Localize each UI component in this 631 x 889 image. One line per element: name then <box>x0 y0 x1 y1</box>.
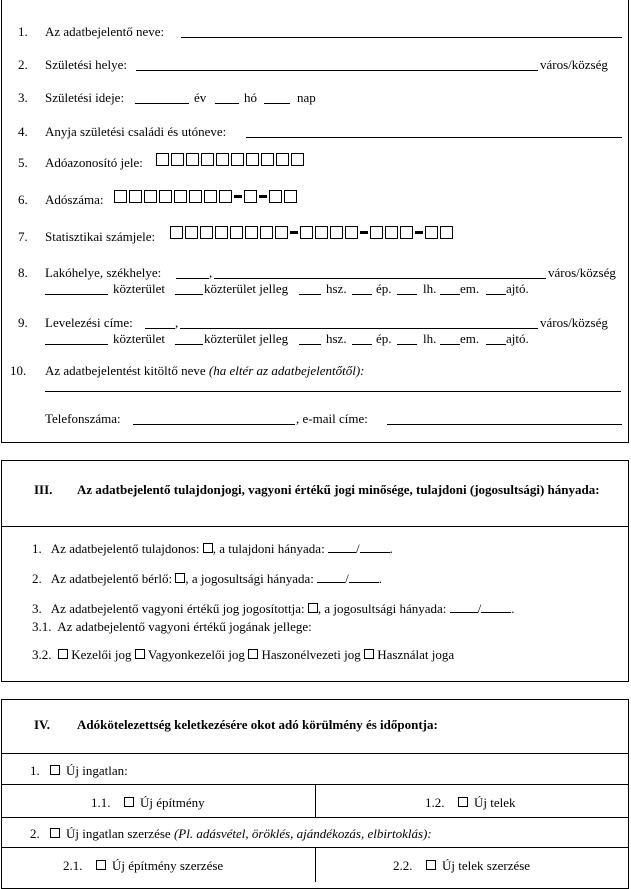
iv-item-21-label: Új építmény szerzése <box>112 858 224 873</box>
digit-box[interactable] <box>216 153 229 166</box>
tenant-share-den[interactable] <box>349 570 379 583</box>
item-9-num: 9. <box>18 315 28 330</box>
mail-lh-field[interactable] <box>397 344 417 345</box>
iii-item-1-pre: Az adatbejelentő tulajdonos: <box>50 541 200 556</box>
vagyonkezeloi-checkbox[interactable] <box>135 649 145 659</box>
iii-item-3-post: , a jogosultsági hányada: <box>317 601 447 616</box>
owner-share-den[interactable] <box>360 540 390 553</box>
slash: / <box>355 541 360 556</box>
digit-box[interactable] <box>244 190 257 203</box>
birth-day-field[interactable] <box>264 103 290 104</box>
digit-box[interactable] <box>231 153 244 166</box>
digit-box[interactable] <box>114 190 127 203</box>
name-field[interactable] <box>181 37 622 38</box>
iii-item-2: 2. Az adatbejelentő bérlő: , a jogosultsági hányada: / . <box>32 571 382 586</box>
item-10-label-text: Az adatbejelentést kitöltő neve <box>45 363 206 378</box>
ajto-label: ajtó. <box>506 281 529 296</box>
section-iii-roman: III. <box>34 482 53 497</box>
iii-item-3-num: 3. <box>32 601 42 616</box>
item-1-label: Az adatbejelentő neve: <box>45 24 165 39</box>
iv-item-2-label: Új ingatlan szerzése <box>66 826 171 841</box>
iv-item-2 <box>30 826 432 841</box>
ajto-field[interactable] <box>486 294 506 295</box>
slash: / <box>345 571 349 586</box>
dash-separator <box>290 231 298 234</box>
iv-item-12 <box>425 795 516 810</box>
ajto-label: ajtó. <box>506 331 529 346</box>
item-9-label: Levelezési címe: <box>45 315 133 330</box>
iv-item-2-italic: (Pl. adásvétel, öröklés, ajándékozás, elbirtoklás): <box>173 826 432 841</box>
ep-label: ép. <box>376 281 392 296</box>
item-6-num: 6. <box>18 192 28 207</box>
uj-telek-checkbox[interactable] <box>458 797 468 807</box>
slash: / <box>477 601 482 616</box>
iii-item-2-pre: Az adatbejelentő bérlő: <box>50 571 173 586</box>
iii-item-1-num: 1. <box>32 541 42 556</box>
digit-box[interactable] <box>174 190 187 203</box>
digit-box[interactable] <box>400 226 413 239</box>
iii-item-32 <box>32 647 454 662</box>
digit-box[interactable] <box>219 190 232 203</box>
digit-box[interactable] <box>284 190 297 203</box>
kezeloi-checkbox[interactable] <box>58 649 68 659</box>
em-field[interactable] <box>440 294 460 295</box>
haszonelvezeti-checkbox[interactable] <box>248 649 258 659</box>
mail-street-type-field[interactable] <box>175 344 203 345</box>
item-3-num: 3. <box>18 90 28 105</box>
email-field[interactable] <box>387 424 622 425</box>
street-type-field[interactable] <box>175 294 203 295</box>
em-label: em. <box>460 281 480 296</box>
item-10-label <box>45 363 365 378</box>
kozterulet-label: közterület <box>113 331 165 346</box>
em-label: em. <box>460 331 480 346</box>
digit-box[interactable] <box>261 153 274 166</box>
tax-number-boxes[interactable] <box>114 190 299 205</box>
birth-year-field[interactable] <box>135 103 189 104</box>
iii-item-1: 1. Az adatbejelentő tulajdonos: , a tulajdoni hányada: / . <box>32 541 393 556</box>
stat-number-boxes[interactable] <box>170 226 455 241</box>
comma: , <box>209 265 213 280</box>
digit-box[interactable] <box>159 190 172 203</box>
kozterulet-label: közterület <box>113 281 165 296</box>
section-iii-title: Az adatbejelentő tulajdonjogi, vagyoni értékű jogi minősége, tulajdoni (jogosultsági) hányada: <box>77 482 600 497</box>
digit-box[interactable] <box>156 153 169 166</box>
digit-box[interactable] <box>291 153 304 166</box>
digit-box[interactable] <box>330 226 343 239</box>
uj-epitmeny-checkbox[interactable] <box>124 797 134 807</box>
item-8-num: 8. <box>18 265 28 280</box>
iv-col-divider-1 <box>315 784 316 817</box>
mail-street-field[interactable] <box>45 344 108 345</box>
digit-box[interactable] <box>200 226 213 239</box>
owner-checkbox[interactable] <box>203 543 213 553</box>
comma: , <box>175 315 179 330</box>
iv-item-11 <box>91 795 205 810</box>
digit-box[interactable] <box>440 226 453 239</box>
iv-item-21-num: 2.1. <box>63 858 83 873</box>
iv-item-11-label: Új építmény <box>140 795 205 810</box>
szerzes-checkbox[interactable] <box>50 828 60 838</box>
item-3-label: Születési ideje: <box>45 90 125 105</box>
item-7-num: 7. <box>18 229 28 244</box>
digit-box[interactable] <box>275 226 288 239</box>
mail-em-field[interactable] <box>440 344 460 345</box>
digit-box[interactable] <box>230 226 243 239</box>
digit-box[interactable] <box>129 190 142 203</box>
digit-box[interactable] <box>246 153 259 166</box>
mail-suffix: város/község <box>540 315 608 330</box>
telefon-label: Telefonszáma: <box>45 411 121 426</box>
iv-item-1-label: Új ingatlan: <box>66 763 128 778</box>
iii-item-1-post: , a tulajdoni hányada: <box>212 541 325 556</box>
right-share-den[interactable] <box>481 600 511 613</box>
birthplace-field[interactable] <box>136 70 538 71</box>
iv-item-22-num: 2.2. <box>393 858 413 873</box>
digit-box[interactable] <box>204 190 217 203</box>
digit-box[interactable] <box>170 226 183 239</box>
birthplace-suffix: város/község <box>540 57 608 72</box>
lh-field[interactable] <box>397 294 417 295</box>
item-8-label: Lakóhelye, székhelye: <box>45 265 162 280</box>
item-7-label: Statisztikai számjele: <box>45 229 156 244</box>
item-10-num: 10. <box>10 363 27 378</box>
hsz-label: hsz. <box>326 331 347 346</box>
ev-label: év <box>194 90 207 105</box>
item-2-num: 2. <box>18 57 28 72</box>
mail-zip-field[interactable] <box>145 328 175 329</box>
right-share-num[interactable] <box>450 600 478 613</box>
digit-box[interactable] <box>315 226 328 239</box>
item-1-num: 1. <box>18 24 28 39</box>
mail-hsz-field[interactable] <box>299 344 321 345</box>
residence-zip-field[interactable] <box>176 278 209 279</box>
iv-item-22 <box>393 858 530 873</box>
haszonelvezeti-label: Haszonélvezeti jog <box>261 647 361 662</box>
iv-item-11-num: 1.1. <box>91 795 111 810</box>
iii-item-31-label: Az adatbejelentő vagyoni értékű jogának jellege: <box>57 619 312 634</box>
iv-item-12-label: Új telek <box>474 795 516 810</box>
iv-item-21 <box>63 858 223 873</box>
iv-divider-1 <box>1 753 629 754</box>
street-field[interactable] <box>45 294 108 295</box>
iv-item-1-num: 1. <box>30 763 40 778</box>
vagyonkezeloi-label: Vagyonkezelői jog <box>147 647 245 662</box>
iv-item-1 <box>30 763 128 778</box>
digit-box[interactable] <box>370 226 383 239</box>
dash-separator <box>360 231 368 234</box>
iii-item-3: 3. Az adatbejelentő vagyoni értékű jog jogosítottja: , a jogosultsági hányada: / . <box>32 601 515 616</box>
section-iv-roman: IV. <box>34 717 51 732</box>
mail-ep-field[interactable] <box>352 344 372 345</box>
tax-id-boxes[interactable] <box>156 153 306 168</box>
section-iii-divider <box>1 526 629 527</box>
digit-box[interactable] <box>215 226 228 239</box>
section-iv-title: Adókötelezettség keletkezésére okot adó körülmény és időpontja: <box>77 717 438 732</box>
hsz-field[interactable] <box>299 294 321 295</box>
tenant-share-num[interactable] <box>317 570 345 583</box>
mail-city-field[interactable] <box>180 328 538 329</box>
iii-item-3-pre: Az adatbejelentő vagyoni értékű jog jogosítottja: <box>50 601 305 616</box>
lh-label: lh. <box>423 331 437 346</box>
iii-item-2-num: 2. <box>32 571 42 586</box>
dash-separator <box>234 195 242 198</box>
digit-box[interactable] <box>260 226 273 239</box>
jelleg-label: közterület jelleg <box>204 331 289 346</box>
mother-name-field[interactable] <box>246 137 622 138</box>
epitmeny-szerzes-checkbox[interactable] <box>96 860 106 870</box>
telek-szerzes-checkbox[interactable] <box>426 860 436 870</box>
hasznalati-label: Használat joga <box>377 647 455 662</box>
iv-divider-3 <box>1 817 629 818</box>
iii-item-31-num: 3.1. <box>32 619 52 634</box>
digit-box[interactable] <box>189 190 202 203</box>
residence-suffix: város/község <box>548 265 616 280</box>
uj-ingatlan-checkbox[interactable] <box>50 765 60 775</box>
digit-box[interactable] <box>201 153 214 166</box>
digit-box[interactable] <box>269 190 282 203</box>
mail-ajto-field[interactable] <box>486 344 506 345</box>
ep-field[interactable] <box>352 294 372 295</box>
ho-label: hó <box>244 90 257 105</box>
digit-box[interactable] <box>186 153 199 166</box>
item-4-label: Anyja születési családi és utóneve: <box>45 124 227 139</box>
item-2-label: Születési helye: <box>45 57 127 72</box>
iii-item-31 <box>32 619 312 634</box>
iii-item-2-post: , a jogosultsági hányada: <box>185 571 314 586</box>
iv-item-22-label: Új telek szerzése <box>442 858 531 873</box>
owner-share-num[interactable] <box>328 540 356 553</box>
jelleg-label: közterület jelleg <box>204 281 289 296</box>
iv-item-12-num: 1.2. <box>425 795 445 810</box>
tenant-checkbox[interactable] <box>175 573 185 583</box>
iii-item-32-num: 3.2. <box>32 647 52 662</box>
item-10-label-italic: (ha eltér az adatbejelentőtől): <box>208 363 365 378</box>
item-5-num: 5. <box>18 155 28 170</box>
birth-month-field[interactable] <box>215 103 239 104</box>
email-label: , e-mail címe: <box>296 411 368 426</box>
digit-box[interactable] <box>385 226 398 239</box>
kezeloi-label: Kezelői jog <box>71 647 132 662</box>
digit-box[interactable] <box>425 226 438 239</box>
lh-label: lh. <box>423 281 437 296</box>
nap-label: nap <box>297 90 316 105</box>
digit-box[interactable] <box>276 153 289 166</box>
digit-box[interactable] <box>171 153 184 166</box>
hsz-label: hsz. <box>326 281 347 296</box>
item-6-label: Adószáma: <box>45 192 104 207</box>
digit-box[interactable] <box>345 226 358 239</box>
ep-label: ép. <box>376 331 392 346</box>
digit-box[interactable] <box>245 226 258 239</box>
dash-separator <box>259 195 267 198</box>
iv-item-2-num: 2. <box>30 826 40 841</box>
right-holder-checkbox[interactable] <box>308 603 318 613</box>
digit-box[interactable] <box>185 226 198 239</box>
filler-name-field[interactable] <box>45 391 621 392</box>
item-5-label: Adóazonosító jele: <box>45 155 143 170</box>
digit-box[interactable] <box>144 190 157 203</box>
item-4-num: 4. <box>18 124 28 139</box>
digit-box[interactable] <box>300 226 313 239</box>
residence-city-field[interactable] <box>214 278 546 279</box>
hasznalati-checkbox[interactable] <box>364 649 374 659</box>
telefon-field[interactable] <box>133 424 295 425</box>
dash-separator <box>415 231 423 234</box>
